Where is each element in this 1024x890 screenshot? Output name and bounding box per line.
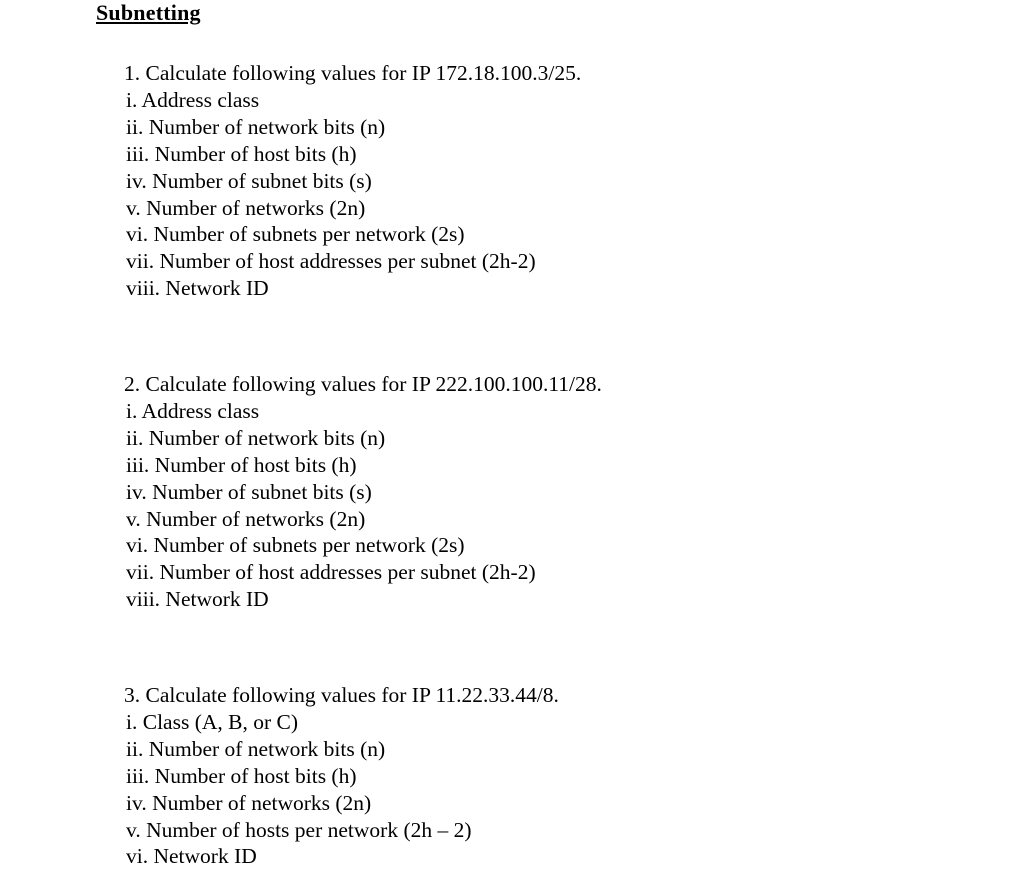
- question-item: iii. Number of host bits (h): [126, 141, 357, 166]
- document-title: Subnetting: [96, 0, 201, 25]
- question-item: viii. Network ID: [126, 276, 269, 301]
- question-item-list: [124, 398, 602, 613]
- question-item: iv. Number of networks (2n): [126, 790, 372, 815]
- question-item: i. Address class: [126, 399, 260, 423]
- question-heading: 2. Calculate following values for IP 222.100.100.11/28.: [124, 372, 602, 396]
- question-item: ii. Number of network bits (n): [126, 425, 386, 450]
- question-item: i. Address class: [126, 88, 260, 112]
- question-item: vii. Number of host addresses per subnet (2h-2): [126, 560, 536, 585]
- question-2: [124, 371, 602, 613]
- question-3: [124, 682, 559, 870]
- question-item: vi. Number of subnets per network (2s): [126, 222, 465, 247]
- question-item: ii. Number of network bits (n): [126, 114, 386, 139]
- question-item: ii. Number of network bits (n): [126, 736, 386, 761]
- question-item-list: [124, 87, 581, 302]
- question-item: v. Number of hosts per network (2h – 2): [126, 817, 472, 842]
- question-item: v. Number of networks (2n): [126, 195, 366, 220]
- question-item: viii. Network ID: [126, 587, 269, 612]
- question-item: i. Class (A, B, or C): [126, 710, 298, 734]
- question-item: iii. Number of host bits (h): [126, 452, 357, 477]
- question-item: v. Number of networks (2n): [126, 506, 366, 531]
- question-heading: 3. Calculate following values for IP 11.22.33.44/8.: [124, 683, 559, 707]
- question-item: iii. Number of host bits (h): [126, 763, 357, 788]
- question-item: iv. Number of subnet bits (s): [126, 479, 372, 504]
- question-item-list: [124, 709, 559, 870]
- question-item: vi. Network ID: [126, 844, 257, 869]
- question-1: [124, 60, 581, 302]
- question-heading: 1. Calculate following values for IP 172.18.100.3/25.: [124, 61, 582, 85]
- question-item: vii. Number of host addresses per subnet (2h-2): [126, 249, 536, 274]
- question-item: vi. Number of subnets per network (2s): [126, 533, 465, 558]
- question-item: iv. Number of subnet bits (s): [126, 168, 372, 193]
